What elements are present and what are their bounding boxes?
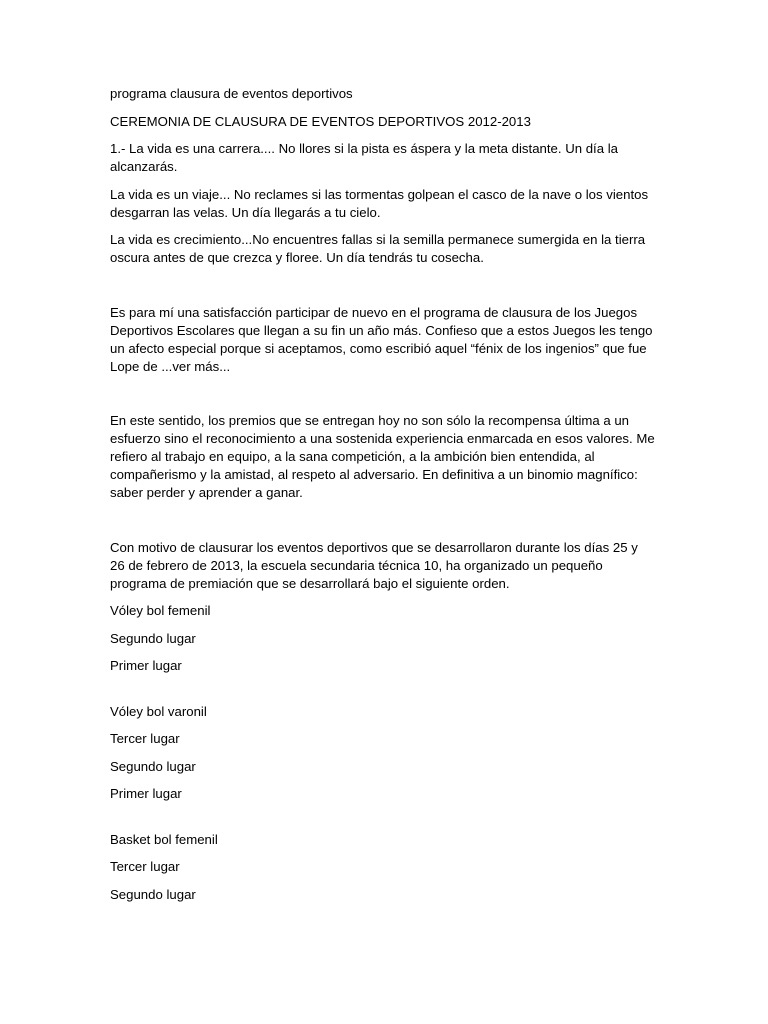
paragraph-gap (110, 512, 655, 539)
body-paragraph-3: Con motivo de clausurar los eventos deportivos que se desarrollaron durante los días 25 y 26 de febrero de 2013, la escuela secundaria técnica 10, ha organizado un pequeño programa de premiación que se desarrollará bajo el siguiente orden. (110, 539, 638, 591)
intro-paragraph: La vida es crecimiento...No encuentres fallas si la semilla permanece sumergida en la tierra oscura antes de que crezca y floree. Un día tendrás tu cosecha. (110, 232, 646, 265)
document-title-line: programa clausura de eventos deportivos (110, 86, 353, 101)
place-item: Primer lugar (110, 658, 182, 673)
section-gap (110, 685, 655, 703)
place-item: Segundo lugar (110, 630, 196, 646)
intro-paragraph: La vida es un viaje... No reclames si las tormentas golpean el casco de la nave o los vientos desgarran las velas. Un día llegarás a tu cielo. (110, 186, 649, 220)
place-item: Primer lugar (110, 786, 182, 801)
body-paragraph-1: Es para mí una satisfacción participar de nuevo en el programa de clausura de los Juegos Deportivos Escolares que llegan a su fin un año más. Confieso que a estos Juegos les tengo un afecto especial porque si aceptamos, como escribió aquel “fénix de los ingenios” que fue Lope de ...ver más... (110, 304, 653, 374)
intro-paragraph: 1.- La vida es una carrera.... No llores si la pista es áspera y la meta distante. Un día la alcanzarás. (110, 141, 618, 174)
body-paragraph-2: En este sentido, los premios que se entregan hoy no son sólo la recompensa última a un esfuerzo sino el reconocimiento a una sostenida experiencia enmarcada en esos valores. Me refiero al trabajo en equipo, a la sana competición, a la ambición bien entendida, al compañerismo y la amistad, al respeto al adversario. En definitiva a un binomio magnífico: saber perder y aprender a ganar. (110, 413, 655, 500)
section-title: Vóley bol femenil (110, 603, 211, 618)
section-title: Vóley bol varonil (110, 703, 207, 719)
place-item: Segundo lugar (110, 758, 196, 774)
place-item: Tercer lugar (110, 731, 180, 746)
place-item: Tercer lugar (110, 859, 180, 874)
section-title: Basket bol femenil (110, 831, 218, 847)
section-gap (110, 813, 655, 831)
document-heading: CEREMONIA DE CLAUSURA DE EVENTOS DEPORTIVOS 2012-2013 (110, 113, 531, 129)
paragraph-gap (110, 385, 655, 412)
paragraph-gap (110, 277, 655, 304)
document-content (110, 85, 655, 913)
place-item: Segundo lugar (110, 886, 196, 902)
